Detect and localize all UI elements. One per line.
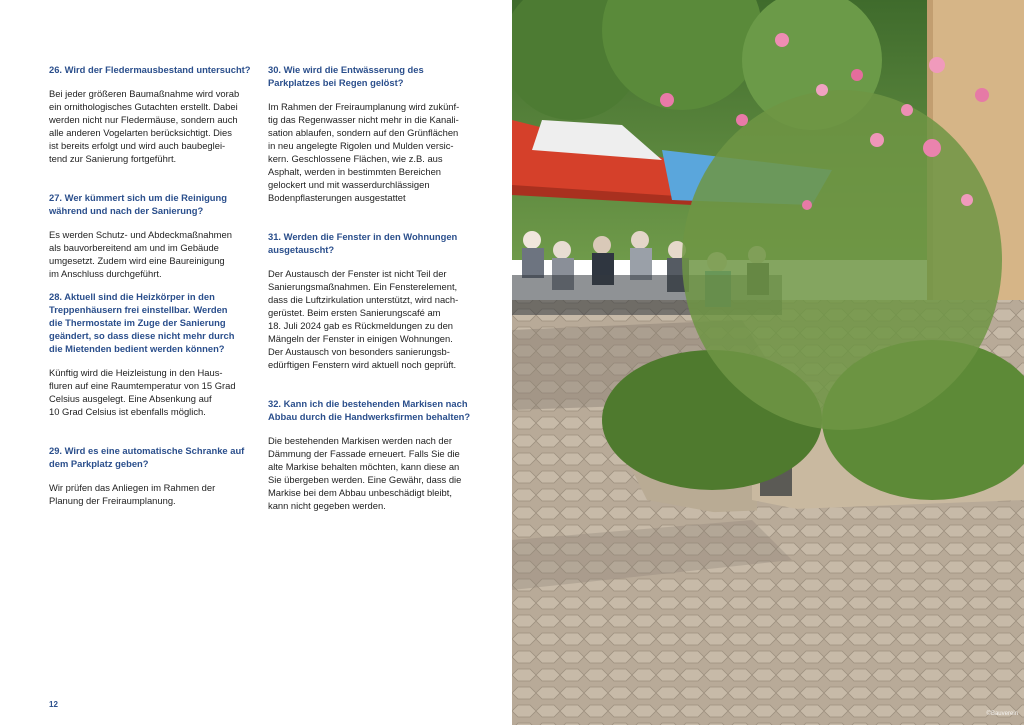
faq-answer: Es werden Schutz- und Abdeckmaßnahmen als bauvorbereitend am und im Gebäude umgesetzt. Zudem wird eine Baureinigung im Anschluss durchgeführt. [49,229,232,279]
faq-item-31 [268,230,483,371]
faq-item-27 [49,191,264,280]
faq-column-right [268,63,483,538]
faq-item-26 [49,63,264,165]
faq-answer: Künftig wird die Heizleistung in den Haus- fluren auf eine Raumtemperatur von 15 Grad Celsius ausgelegt. Eine Absenkung auf 10 Grad Celsius ist ebenfalls möglich. [49,367,236,417]
faq-question: 26. Wird der Fledermausbestand untersucht? [49,64,251,75]
faq-question: 29. Wird es eine automatische Schranke auf dem Parkplatz geben? [49,445,245,469]
rose-bush [682,90,1002,430]
faq-answer: Die bestehenden Markisen werden nach der Dämmung der Fassade erneuert. Falls Sie die alte Markise behalten möchten, kann diese an Sie übergeben werden. Eine Gewähr, dass die Markise bei dem Abbau unbeschädigt bleibt, kann nicht gegeben werden. [268,435,462,511]
faq-question: 28. Aktuell sind die Heizkörper in den Treppenhäusern frei einstellbar. Werden die Thermostate im Zuge der Sanierung geändert, so dass diese nicht mehr durch die Mietenden bedient werden können? [49,291,235,354]
faq-question: 32. Kann ich die bestehenden Markisen nach Abbau durch die Handwerksfirmen behalten? [268,398,471,422]
page-number: 12 [49,700,58,709]
photo-credit: ©Bauverein [986,711,1018,717]
faq-answer: Der Austausch der Fenster ist nicht Teil der Sanierungsmaßnahmen. Ein Fensterelement, dass die Luftzirkulation unterstützt, wird nach- gerüstet. Beim ersten Sanierungscafé am 18. Juli 2024 gab es Rückmeldungen zu den Mängeln der Fenster in einigen Wohnungen. Der Austausch von besonders sanierungsb- edürftigen Fenstern wird aktuell noch geprüft. [268,268,459,370]
faq-question: 30. Wie wird die Entwässerung des Parkplatzes bei Regen gelöst? [268,64,424,88]
faq-answer: Wir prüfen das Anliegen im Rahmen der Planung der Freiraumplanung. [49,482,216,506]
faq-answer: Bei jeder größeren Baumaßnahme wird vorab ein ornithologisches Gutachten erstellt. Dabei werden nicht nur Fledermäuse, sondern auch alle anderen Vogelarten berücksichtigt. Dies ist bereits erfolgt und wird auch baubeglei- tend zur Sanierung fortgeführt. [49,88,240,164]
faq-item-32 [268,397,483,512]
faq-item-28 [49,290,264,418]
faq-column-left [49,63,264,533]
faq-answer: Im Rahmen der Freiraumplanung wird zukünf- tig das Regenwasser nicht mehr in die Kanali- sation ablaufen, sondern auf den Grünflächen in neu angelegte Rigolen und Mulden versic- kern. Geschlossene Flächen, wie z.B. aus Asphalt, werden in bestimmten Bereichen gelockert und mit wasserdurchlässigen Bodenpflasterungen ausgestattet [268,101,460,203]
faq-question: 31. Werden die Fenster in den Wohnungen ausgetauscht? [268,231,458,255]
courtyard-photo [512,0,1024,725]
photo-illustration [512,0,1024,725]
faq-item-30 [268,63,483,204]
faq-question: 27. Wer kümmert sich um die Reinigung während und nach der Sanierung? [49,192,227,216]
faq-item-29 [49,444,264,507]
